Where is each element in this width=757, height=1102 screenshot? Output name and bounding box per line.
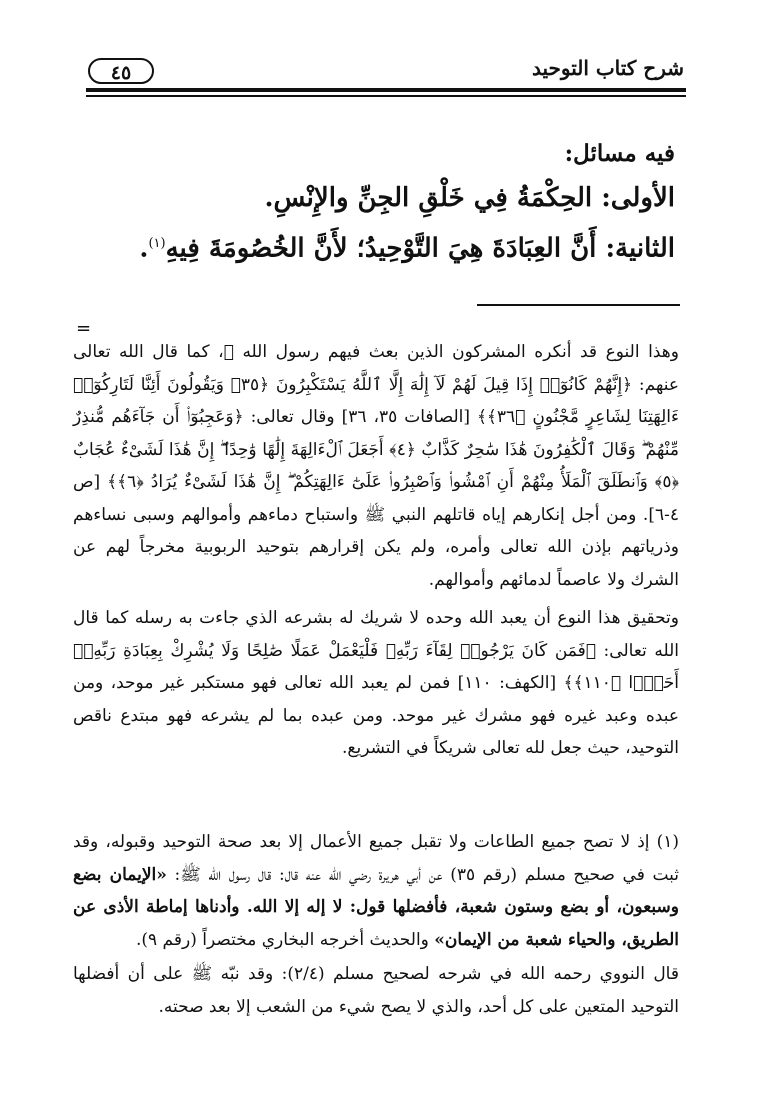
footnotes [73, 826, 679, 1025]
header-rule-thick [86, 88, 686, 92]
issue-first: الأولى: الحِكْمَةُ فِي خَلْقِ الجِنِّ والإِنْسِ. [264, 183, 675, 213]
footnote-ref: (١) [148, 236, 166, 251]
footnote-1-source: والحديث أخرجه البخاري مختصراً (رقم ٩). [135, 929, 435, 950]
book-title: شرح كتاب التوحيد [531, 56, 684, 80]
issue-second-end: . [139, 233, 149, 264]
issue-second [75, 221, 675, 272]
issue-second-text: الثانية: أَنَّ العِبَادَةَ هِيَ التَّوْحِيدُ؛ لأَنَّ الخُصُومَةَ فِيهِ [165, 233, 675, 264]
footnote-1-continued: قال النووي رحمه الله في شرحه لصحيح مسلم (٢/٤): وقد نبّه ﷺ على أن أفضلها التوحيد المتعين على كل أحد، والذي لا يصح شيء من الشعب إلا بعد صحته. [73, 964, 679, 1017]
commentary-paragraph: وهذا النوع قد أنكره المشركون الذين بعث فيهم رسول الله ﷺ، كما قال الله تعالى عنهم: ﴿إِنَّهُمْ كَانُوٓا۟ إِذَا قِيلَ لَهُمْ لَآ إِلَٰهَ إِلَّا ٱللَّهُ يَسْتَكْبِرُونَ ﴿٣٥﴾ وَيَقُولُونَ أَئِنَّا لَتَارِكُوٓا۟ ءَالِهَتِنَا لِشَاعِرٍ مَّجْنُونٍ ﴿٣٦﴾﴾ [الصافات ٣٥، ٣٦] وقال تعالى: ﴿وَعَجِبُوٓا۟ أَن جَآءَهُم مُّنذِرٌ مِّنْهُمْ ۖ وَقَالَ ٱلْكَٰفِرُونَ هَٰذَا سَٰحِرٌ كَذَّابٌ ﴿٤﴾ أَجَعَلَ ٱلْءَالِهَةَ إِلَٰهًا وَٰحِدًا ۖ إِنَّ هَٰذَا لَشَىْءٌ عُجَابٌ ﴿٥﴾ وَٱنطَلَقَ ٱلْمَلَأُ مِنْهُمْ أَنِ ٱمْشُوا۟ وَٱصْبِرُوا۟ عَلَىٰٓ ءَالِهَتِكُمْ ۖ إِنَّ هَٰذَا لَشَىْءٌ يُرَادُ ﴿٦﴾﴾ [ص ٤-٦]. ومن أجل إنكارهم إياه قاتلهم النبي ﷺ واستباح دماءهم وأموالهم وسبى نساءهم وذرياتهم بإذن الله تعالى وأمره، ولم يكن إقرارهم بتوحيد الربوبية مخرجاً لهم عن الشرك ولا عاصماً لدمائهم وأموالهم. [73, 342, 680, 590]
commentary [73, 336, 679, 771]
footnote-1-text: (١) إذ لا تصح جميع الطاعات ولا تقبل جميع الأعمال إلا بعد صحة التوحيد وقبوله، وقد ثبت في صحيح مسلم (رقم ٣٥) عن أبي هريرة رضي الله عنه قال: قال رسول الله ﷺ: [73, 832, 679, 885]
page-header [88, 48, 684, 88]
main-text [75, 140, 675, 272]
footnote-1-hadith: «الإيمان بضع وسبعون، أو بضع وستون شعبة، فأفضلها قول: لا إله إلا الله. وأدناها إماطة الأذى عن الطريق، والحياء شعبة من الإيمان» [73, 864, 679, 950]
issues-heading: فيه مسائل: [564, 140, 675, 167]
header-rule-thin [86, 95, 686, 97]
page-number: ٤٥ [88, 58, 154, 84]
continuation-marker: = [76, 318, 92, 339]
commentary-paragraph: وتحقيق هذا النوع أن يعبد الله وحده لا شريك له بشرعه الذي جاءت به رسله كما قال الله تعالى: ﴿فَمَن كَانَ يَرْجُوا۟ لِقَآءَ رَبِّهِۦ فَلْيَعْمَلْ عَمَلًا صَٰلِحًا وَلَا يُشْرِكْ بِعِبَادَةِ رَبِّهِۦٓ أَحَدًۢا ﴿١١٠﴾﴾ [الكهف: ١١٠] فمن لم يعبد الله تعالى فهو مستكبر غير موحد، ومن عبده وعبد غيره فهو مشرك غير موحد. ومن عبده بما لم يشرعه فهو مبتدع ناقص التوحيد، حيث جعل لله تعالى شريكاً في التشريع. [73, 608, 679, 758]
footnote-separator [477, 304, 680, 306]
footnote-1 [73, 826, 679, 956]
